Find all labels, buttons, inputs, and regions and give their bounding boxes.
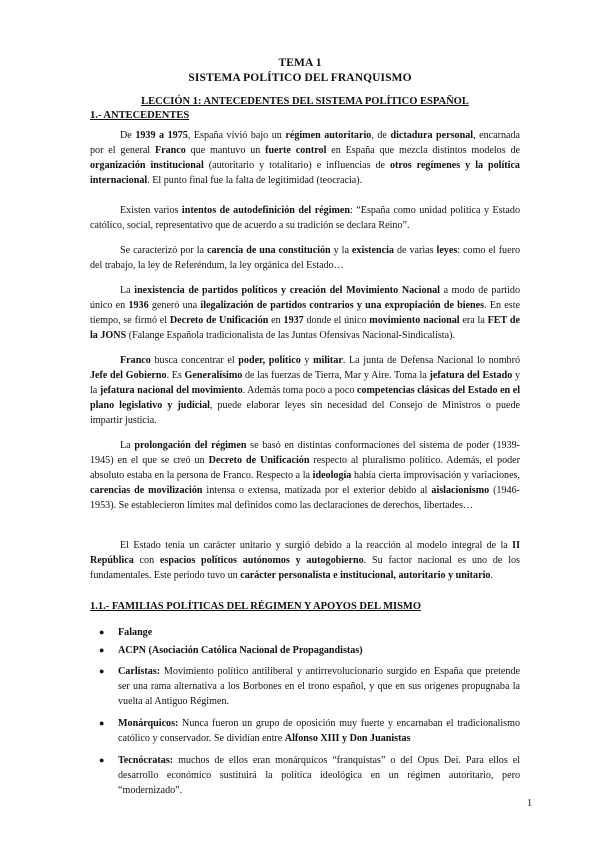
- section-heading-familias: 1.1.- FAMILIAS POLÍTICAS DEL RÉGIMEN Y APOYOS DEL MISMO: [90, 601, 421, 612]
- bullet-icon: ●: [99, 627, 105, 637]
- document-title: SISTEMA POLÍTICO DEL FRANQUISMO: [188, 72, 412, 84]
- paragraph-4: La inexistencia de partidos políticos y creación del Movimiento Nacional a modo de partido único en 1936 generó una ilegalización de partidos contrarios y una expropiación de bienes. En este tiempo, se firmó el Decreto de Unificación en 1937 donde el único movimiento nacional era la FET de la JONS (Falange Española tradicionalista de las Juntas Ofensivas Nacional-Sindicalista).: [90, 285, 521, 341]
- bullet-icon: ●: [99, 718, 105, 728]
- paragraph-5: Franco busca concentrar el poder, político y militar. La junta de Defensa Nacional lo nombró Jefe del Gobierno. Es Generalísimo de las fuerzas de Tierra, Mar y Aire. Toma la jefatura del Estado y la jefatura nacional del movimiento. Además toma poco a poco competencias clásicas del Estado en el plano legislativo y judicial, puede elaborar leyes sin necesidad del Consejo de Ministros o puede impartir justicia.: [90, 355, 521, 426]
- paragraph-2: Existen varios intentos de autodefinición del régimen: “España como unidad política y Estado católico, social, representativo que de acuerdo a su tradición se declara Reino”.: [90, 205, 520, 231]
- lesson-title: LECCIÓN 1: ANTECEDENTES DEL SISTEMA POLÍTICO ESPAÑOL: [141, 96, 469, 107]
- bullet-icon: ●: [99, 666, 105, 676]
- tema-label: TEMA 1: [278, 57, 322, 69]
- paragraph-7: El Estado tenía un carácter unitario y surgió debido a la reacción al modelo integral de la II República con espacios políticos autónomos y autogobierno. Su factor nacional es uno de los fundamentales. Este periodo tuvo un carácter personalista e institucional, autoritario y unitario.: [90, 540, 520, 581]
- list-item: ● Carlistas: Movimiento político antiliberal y antirrevolucionario surgido en España que pretende ser una rama alternativa a los Borbones en el trono español, y que en sus orígenes propugnaba la vuelta al Antiguo Régimen.: [99, 666, 520, 707]
- list-item: ● Tecnócratas: muchos de ellos eran monárquicos “franquistas” o del Opus Dei. Para ellos el desarrollo económico sustituirá la política ideológica en un régimen autoritario, pero “modernizado”.: [99, 755, 520, 796]
- list-item: ● ACPN (Asociación Católica Nacional de Propagandistas): [99, 645, 363, 656]
- list-item: ● Falange: [99, 627, 153, 638]
- bullet-icon: ●: [99, 755, 105, 765]
- paragraph-3: Se caracterizó por la carencia de una constitución y la existencia de varias leyes: como el fuero del trabajo, la ley de Referéndum, la ley orgánica del Estado…: [90, 245, 520, 271]
- paragraph-6: La prolongación del régimen se basó en distintas conformaciones del sistema de poder (1939-1945) en el que se creó un Decreto de Unificación respecto al pluralismo político. Además, el poder absoluto estaba en la persona de Franco. Respecto a la ideología había cierta improvisación y variaciones, carencias de movilización intensa o extensa, matizada por el exterior debido al aislacionismo (1946-1953). Se establecieron límites mal definidos como las declaraciones de derechos, libertades…: [90, 440, 521, 511]
- page-number: 1: [527, 798, 533, 809]
- paragraph-1: De 1939 a 1975, España vivió bajo un régimen autoritario, de dictadura personal, encarnada por el general Franco que mantuvo un fuerte control en España que mezcla distintos modelos de organización institucional (autoritario y totalitario) e influencias de otros regímenes y la política internacional. El punto final fue la falta de legitimidad (teocracia).: [90, 130, 521, 186]
- list-item: ● Monárquicos: Nunca fueron un grupo de oposición muy fuerte y encarnaban el tradicionalismo católico y conservador. Se dividían entre Alfonso XIII y Don Juanistas: [99, 718, 520, 744]
- bullet-icon: ●: [99, 645, 105, 655]
- section-heading-antecedentes: 1.- ANTECEDENTES: [90, 110, 190, 121]
- political-families-list: [90, 625, 520, 798]
